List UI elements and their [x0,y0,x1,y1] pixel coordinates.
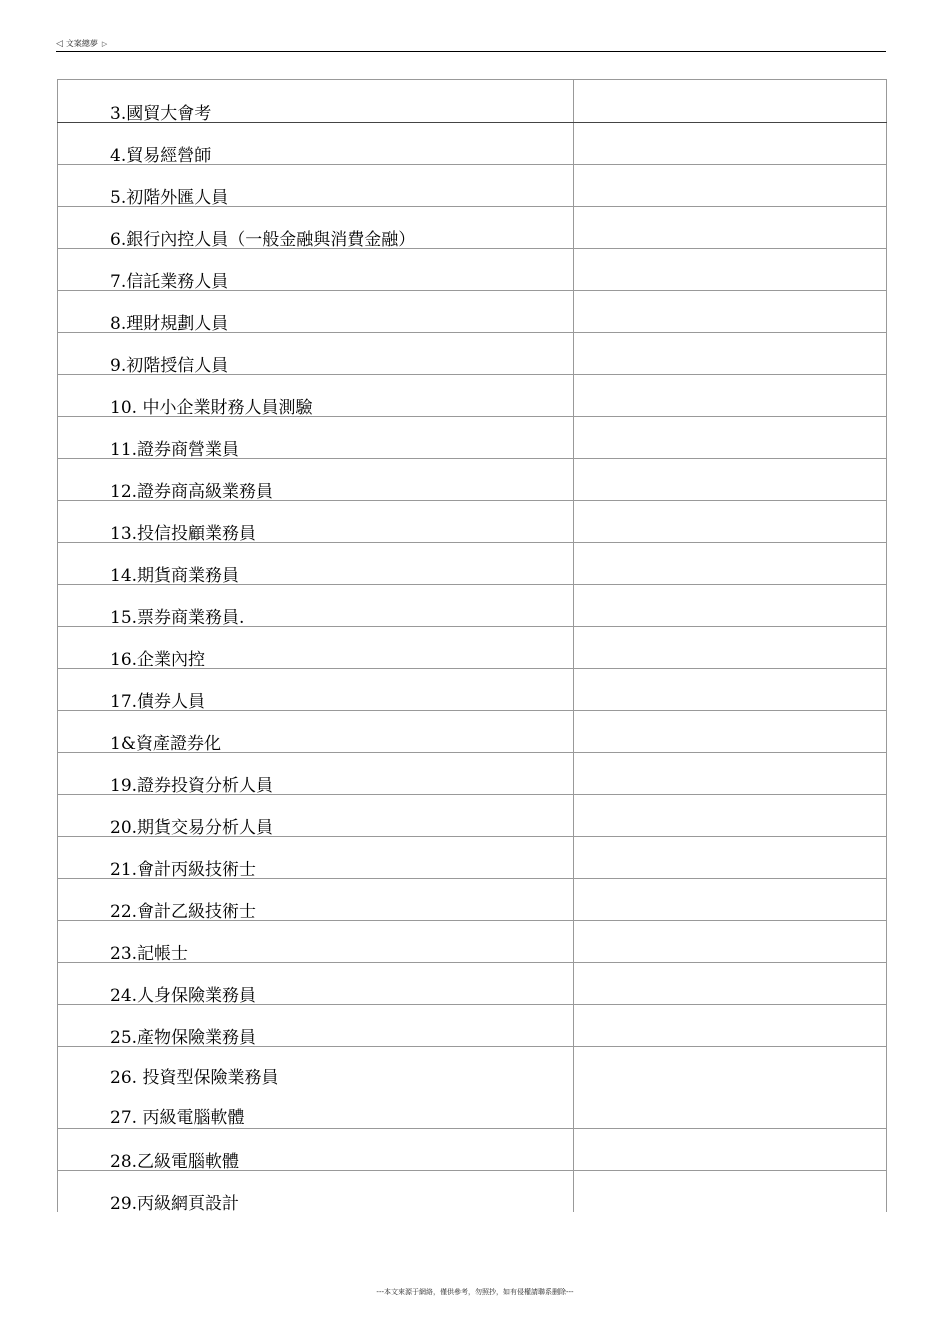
blank-cell [574,585,887,627]
item-cell [58,249,574,291]
item-cell [58,669,574,711]
blank-cell [574,753,887,795]
blank-cell [574,417,887,459]
blank-cell [574,1129,887,1171]
item-label: 16.企業內控 [110,650,206,670]
item-cell [58,1129,574,1171]
item-label: 11.證券商營業員 [110,440,240,460]
table-row [58,753,887,795]
item-label: 9.初階授信人員 [110,356,229,376]
item-label: 14.期貨商業務員 [110,566,240,586]
table-row [58,627,887,669]
item-cell [58,585,574,627]
table-row [58,669,887,711]
blank-cell [574,165,887,207]
item-cell [58,291,574,333]
item-cell [58,501,574,543]
item-label: 1&資產證券化 [110,734,221,754]
item-cell [58,1171,574,1213]
item-cell [58,207,574,249]
table-row [58,291,887,333]
item-cell [58,543,574,585]
item-label: 22.會計乙級技術士 [110,902,257,922]
blank-cell [574,459,887,501]
triangle-right-icon: ▷ [101,39,108,48]
blank-cell [574,837,887,879]
item-label: 25.產物保險業務員 [110,1028,257,1048]
blank-cell [574,963,887,1005]
item-label: 21.會計丙級技術士 [110,860,257,880]
table-row [58,963,887,1005]
item-label: 20.期貨交易分析人員 [110,818,274,838]
blank-cell [574,795,887,837]
item-label: 5.初階外匯人員 [110,188,229,208]
footer-note: ---本文來源于網絡，僅供參考，勿照抄，如有侵權請聯系删除--- [376,1288,574,1296]
blank-cell [574,249,887,291]
table-row [58,879,887,921]
item-cell [58,837,574,879]
page-header [56,38,886,49]
item-label: 3.國貿大會考 [110,104,212,124]
table-row [58,1129,887,1171]
blank-cell [574,1171,887,1213]
item-cell [58,165,574,207]
item-label: 26. 投資型保險業務員 [110,1068,279,1088]
item-cell [58,459,574,501]
header-title: 文案總夢 [65,39,98,48]
blank-cell [574,921,887,963]
table-row [58,459,887,501]
item-cell [58,627,574,669]
item-label: 8.理財規劃人員 [110,314,229,334]
item-cell [58,80,574,123]
blank-cell [574,333,887,375]
table-row [58,1171,887,1213]
item-cell [58,417,574,459]
triangle-left-icon: ◁ [56,38,63,49]
blank-cell [574,291,887,333]
blank-cell [574,1005,887,1047]
item-cell [58,921,574,963]
table-row [58,207,887,249]
item-label: 17.債券人員 [110,692,206,712]
blank-cell [574,1047,887,1129]
blank-cell [574,501,887,543]
header-rule [56,51,886,52]
table-row [58,123,887,165]
table-row [58,333,887,375]
item-label: 29.丙級網頁設計 [110,1194,240,1214]
blank-cell [574,879,887,921]
blank-cell [574,375,887,417]
table-row [58,249,887,291]
item-cell [58,123,574,165]
table-row [58,417,887,459]
table-row [58,543,887,585]
item-label: 24.人身保險業務員 [110,986,257,1006]
table-row [58,501,887,543]
item-label: 15.票券商業務員. [110,608,245,628]
blank-cell [574,123,887,165]
table-row [58,165,887,207]
table-row [58,1047,887,1129]
item-label: 23.記帳士 [110,944,189,964]
item-cell [58,1005,574,1047]
item-cell [58,795,574,837]
blank-cell [574,207,887,249]
item-label: 19.證券投資分析人員 [110,776,274,796]
table-row [58,837,887,879]
table-row [58,80,887,123]
blank-cell [574,711,887,753]
table [57,79,887,1212]
blank-cell [574,80,887,123]
item-label: 10. 中小企業財務人員測驗 [110,398,313,418]
item-cell [58,711,574,753]
item-label: 4.貿易經營師 [110,146,212,166]
table-row [58,795,887,837]
item-cell [58,375,574,417]
item-cell [58,333,574,375]
item-cell [58,963,574,1005]
blank-cell [574,543,887,585]
item-label: 13.投信投顧業務員 [110,524,257,544]
blank-cell [574,627,887,669]
item-cell [58,1047,574,1129]
certificate-table [57,79,885,1212]
item-label: 12.證券商高級業務員 [110,482,274,502]
item-label: 27. 丙級電腦軟體 [110,1108,245,1128]
item-label: 7.信託業務人員 [110,272,229,292]
item-label: 6.銀行內控人員（一般金融與消費金融） [110,230,416,250]
table-row [58,375,887,417]
item-cell [58,879,574,921]
blank-cell [574,669,887,711]
table-row [58,711,887,753]
item-label: 28.乙級電腦軟體 [110,1152,240,1172]
table-row [58,1005,887,1047]
table-row [58,585,887,627]
table-row [58,921,887,963]
item-cell [58,753,574,795]
